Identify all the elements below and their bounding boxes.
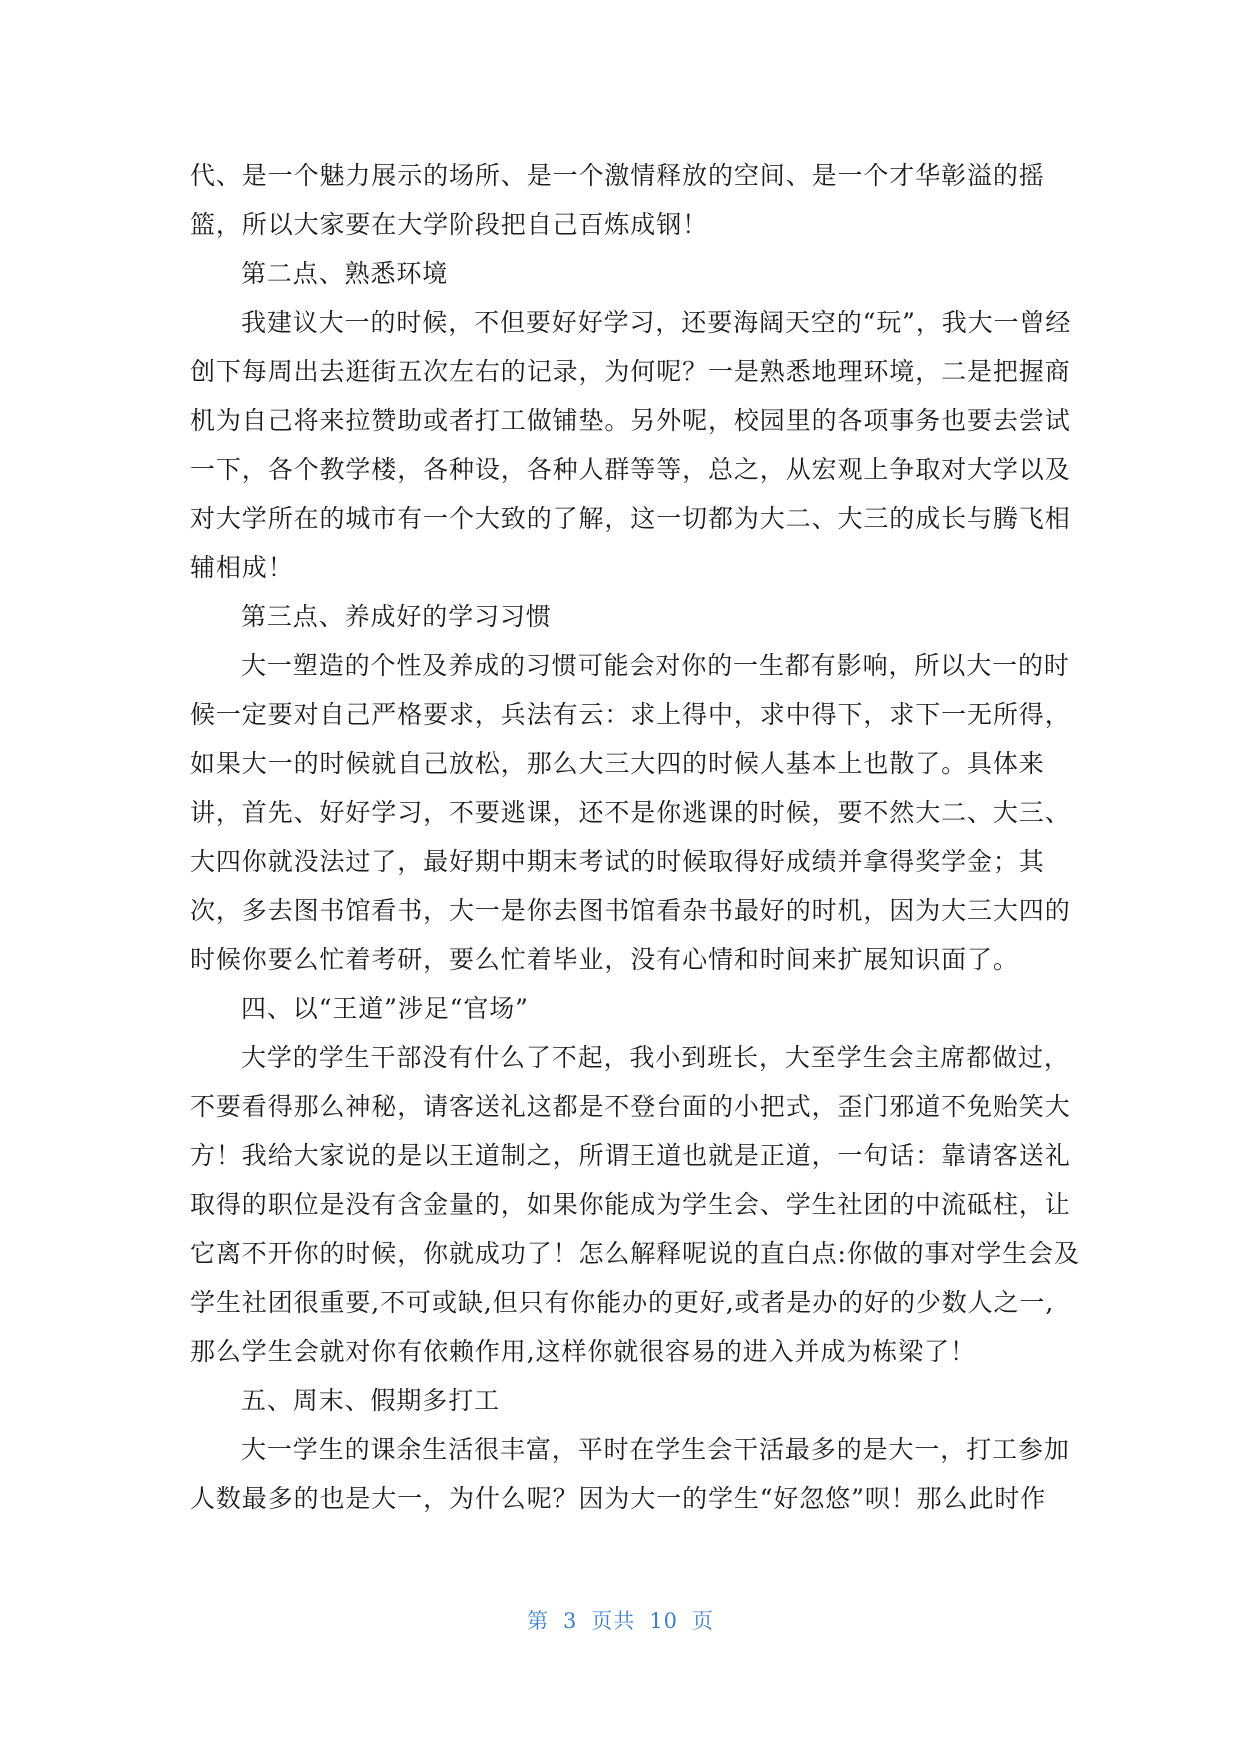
text-line: 四、以“王道”涉足“官场” xyxy=(241,994,529,1023)
page-footer xyxy=(0,1605,1241,1635)
text-line: 人数最多的也是大一，为什么呢？因为大一的学生“好忽悠”呗！那么此时作 xyxy=(190,1484,1047,1513)
footer-prefix: 第 xyxy=(526,1609,549,1633)
text-line: 大学的学生干部没有什么了不起，我小到班长，大至学生会主席都做过， xyxy=(241,1043,1070,1072)
text-line: 如果大一的时候就自己放松，那么大三大四的时候人基本上也散了。具体来 xyxy=(190,749,1045,778)
footer-total-pages: 10 xyxy=(649,1609,679,1633)
footer-suffix: 页 xyxy=(692,1609,715,1633)
text-line: 讲，首先、好好学习，不要逃课，还不是你逃课的时候，要不然大二、大三、 xyxy=(190,798,1071,827)
text-line: 一下，各个教学楼，各种设，各种人群等等，总之，从宏观上争取对大学以及 xyxy=(190,455,1071,484)
footer-current-page: 3 xyxy=(562,1609,578,1633)
document-body xyxy=(190,151,1080,1523)
text-line: 大一塑造的个性及养成的习惯可能会对你的一生都有影响，所以大一的时 xyxy=(241,651,1070,680)
text-line: 五、周末、假期多打工 xyxy=(241,1386,501,1415)
text-line: 时候你要么忙着考研，要么忙着毕业，没有心情和时间来扩展知识面了。 xyxy=(190,945,1019,974)
text-line: 候一定要对自己严格要求，兵法有云：求上得中，求中得下，求下一无所得， xyxy=(190,700,1071,729)
text-line: 大一学生的课余生活很丰富，平时在学生会干活最多的是大一，打工参加 xyxy=(241,1435,1070,1464)
text-line: 篮，所以大家要在大学阶段把自己百炼成钢！ xyxy=(190,210,709,239)
text-line: 机为自己将来拉赞助或者打工做铺垫。另外呢，校园里的各项事务也要去尝试 xyxy=(190,406,1071,435)
text-line: 那么学生会就对你有依赖作用,这样你就很容易的进入并成为栋梁了！ xyxy=(190,1337,976,1366)
text-line: 代、是一个魅力展示的场所、是一个激情释放的空间、是一个才华彰溢的摇 xyxy=(190,161,1045,190)
text-line: 不要看得那么神秘，请客送礼这都是不登台面的小把式，歪门邪道不免贻笑大 xyxy=(190,1092,1071,1121)
text-line: 我建议大一的时候，不但要好好学习，还要海阔天空的“玩”，我大一曾经 xyxy=(241,308,1072,337)
text-line: 第三点、养成好的学习习惯 xyxy=(241,602,552,631)
footer-middle: 页共 xyxy=(591,1609,636,1633)
text-line: 方！我给大家说的是以王道制之，所谓王道也就是正道，一句话：靠请客送礼 xyxy=(190,1141,1071,1170)
text-line: 大四你就没法过了，最好期中期末考试的时候取得好成绩并拿得奖学金；其 xyxy=(190,847,1045,876)
text-line: 取得的职位是没有含金量的，如果你能成为学生会、学生社团的中流砥柱，让 xyxy=(190,1190,1071,1219)
text-line: 次，多去图书馆看书，大一是你去图书馆看杂书最好的时机，因为大三大四的 xyxy=(190,896,1071,925)
text-line: 学生社团很重要,不可或缺,但只有你能办的更好,或者是办的好的少数人之一, xyxy=(190,1288,1055,1317)
text-line: 它离不开你的时候，你就成功了！怎么解释呢说的直白点:你做的事对学生会及 xyxy=(190,1239,1080,1268)
text-line: 辅相成！ xyxy=(190,553,294,582)
text-line: 第二点、熟悉环境 xyxy=(241,259,449,288)
text-line: 对大学所在的城市有一个大致的了解，这一切都为大二、大三的成长与腾飞相 xyxy=(190,504,1071,533)
text-line: 创下每周出去逛街五次左右的记录，为何呢？一是熟悉地理环境，二是把握商 xyxy=(190,357,1071,386)
